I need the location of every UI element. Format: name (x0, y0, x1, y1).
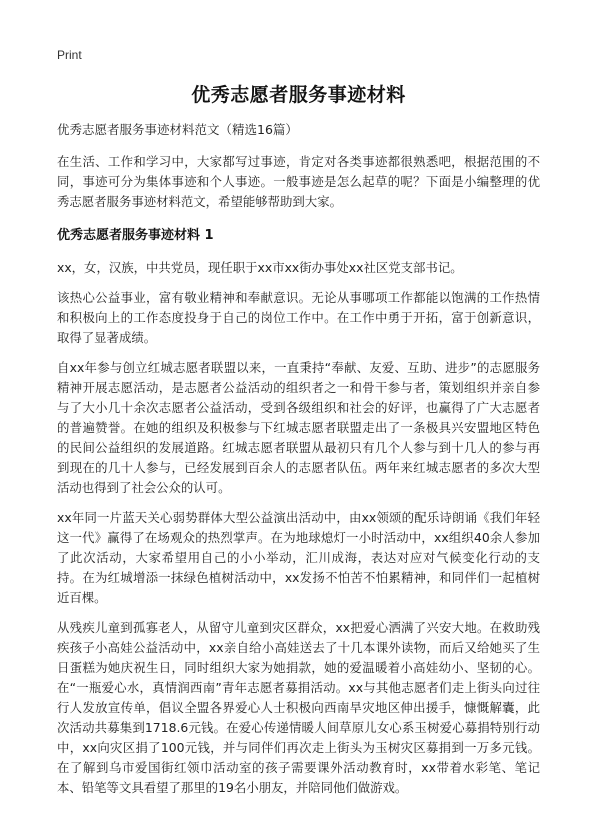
section-paragraph: 该热心公益事业，富有敬业精神和奉献意识。无论从事哪项工作都能以饱满的工作热情和积极向上的工作态度投身于自己的岗位工作中。在工作中勇于开拓，富于创新意识，取得了显著成绩。 (57, 290, 540, 345)
section-paragraph: 从残疾儿童到孤寡老人，从留守儿童到灾区群众，xx把爱心洒满了兴安大地。在救助残疾孩子小高娃公益活动中，xx亲自给小高娃送去了十几本课外读物，而后又给她买了生日蛋糕为她庆祝生日，同时组织大家为她捐款，她的爱温暖着小高娃幼小、坚韧的心。在“一瓶爱心水，真情润西南”青年志愿者募捐活动。xx与其他志愿者们走上街头向过往行人发放宣传单，倡议全盟各界爱心人士积极向西南旱灾地区伸出援手，慷慨解囊，此次活动共募集到1718.6元钱。在爱心传递情暖人间草原儿女心系玉树爱心募捐特别行动中，xx向灾区捐了100元钱，并与同伴们再次走上街头为玉树灾区募捐到一万多元钱。在了解到乌市爱国街红领巾活动室的孩子需要课外活动教育时，xx带着水彩笔、笔记本、铅笔等文具看望了那里的19名小朋友，并陪同他们做游戏。 (57, 620, 540, 795)
section-heading: 优秀志愿者服务事迹材料 1 (57, 228, 214, 243)
document-subtitle: 优秀志愿者服务事迹材料范文（精选16篇） (57, 122, 298, 137)
section-paragraph: 自xx年参与创立红城志愿者联盟以来，一直秉持“奉献、友爱、互助、进步”的志愿服务精神开展志愿活动，是志愿者公益活动的组织者之一和骨干参与者，策划组织并亲自参与了大小几十余次志愿者公益活动，受到各级组织和社会的好评，也赢得了广大志愿者的普遍赞誉。在她的组织及积极参与下红城志愿者联盟走出了一条极具兴安盟地区特色的民间公益组织的发展道路。红城志愿者联盟从最初只有几个人参与到十几人的参与再到现在的几十人参与，已经发展到百余人的志愿者队伍。两年来红城志愿者的多次大型活动也得到了社会公众的认可。 (57, 360, 540, 495)
page-title: 优秀志愿者服务事迹材料 (191, 84, 406, 106)
intro-paragraph: 在生活、工作和学习中，大家都写过事迹，肯定对各类事迹都很熟悉吧，根据范围的不同，事迹可分为集体事迹和个人事迹。一般事迹是怎么起草的呢？下面是小编整理的优秀志愿者服务事迹材料范文，希望能够帮助到大家。 (57, 154, 540, 209)
document-body (57, 120, 540, 808)
section-paragraph: xx年同一片蓝天关心弱势群体大型公益演出活动中，由xx领颂的配乐诗朗诵《我们年轻这一代》赢得了在场观众的热烈掌声。在为地球熄灯一小时活动中，xx组织40余人参加了此次活动，大家希望用自己的小小举动，汇川成海，表达对应对气候变化行动的支持。在为红城增添一抹绿色植树活动中，xx发扬不怕苦不怕累精神，和同伴们一起植树近百棵。 (57, 510, 540, 605)
print-link[interactable]: Print (57, 48, 82, 62)
section-paragraph: xx，女，汉族，中共党员，现任职于xx市xx街办事处xx社区党支部书记。 (57, 260, 463, 275)
